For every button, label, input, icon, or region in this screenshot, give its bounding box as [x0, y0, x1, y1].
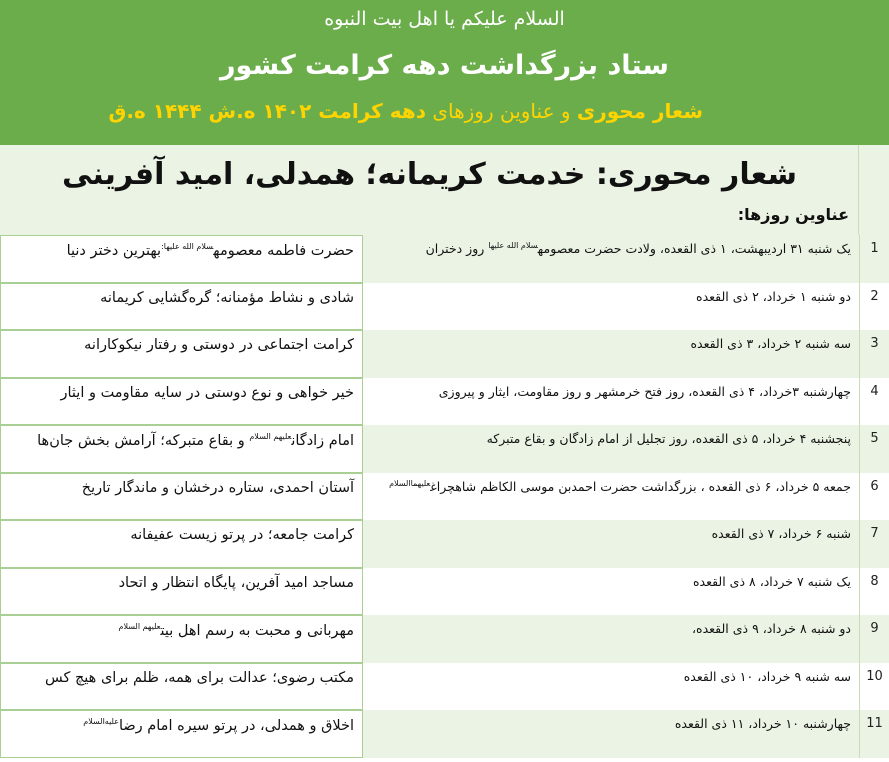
- date-sup: علیهماالسلام: [389, 478, 431, 488]
- date: چهارشنبه ۳خرداد، ۴ ذی القعده، روز فتح خرمشهر و روز مقاومت، ایثار و پیروزی: [438, 383, 851, 399]
- row-date: [363, 235, 859, 283]
- table-row: [0, 330, 889, 378]
- table-row: [0, 425, 889, 473]
- title: شادی و نشاط مؤمنانه؛ گره‌گشایی کریمانه: [100, 289, 354, 306]
- table-row: [0, 378, 889, 426]
- subtitle-part1: شعار محوری: [576, 99, 703, 123]
- row-date: [363, 283, 859, 331]
- row-title: [0, 520, 363, 568]
- table-row: [0, 520, 889, 568]
- subtitle-part2: و عناوین روزهای: [426, 99, 577, 123]
- days-table: [0, 235, 889, 758]
- date: یک شنبه ۷ خرداد، ۸ ذی القعده: [692, 573, 851, 589]
- row-date: [363, 568, 859, 616]
- title-tail: بهترین دختر دنیا: [66, 242, 162, 259]
- date: دو شنبه ۱ خرداد، ۲ ذی القعده: [696, 288, 851, 304]
- row-number: 10: [859, 663, 889, 711]
- date: سه شنبه ۲ خرداد، ۳ ذی القعده: [690, 336, 851, 351]
- date: دو شنبه ۸ خرداد، ۹ ذی القعده،: [691, 621, 851, 636]
- motto-text: شعار محوری: خدمت کریمانه؛ همدلی، امید آفرینی: [61, 157, 798, 192]
- row-number: 1: [859, 235, 889, 283]
- title: امام زادگان: [291, 432, 354, 449]
- date: جمعه ۵ خرداد، ۶ ذی القعده ، بزرگداشت حضرت احمدبن موسی الکاظم شاهچراغ: [430, 478, 851, 494]
- row-title: [0, 473, 363, 521]
- row-date: [363, 378, 859, 426]
- table-row: [0, 663, 889, 711]
- row-title: [0, 235, 363, 283]
- row-number: 9: [859, 615, 889, 663]
- title-sup: سلام الله علیها:: [161, 242, 214, 251]
- title: مهربانی و محبت به رسم اهل بیت: [160, 622, 354, 639]
- date: شنبه ۶ خرداد، ۷ ذی القعده: [711, 526, 851, 541]
- days-heading: عناوین روزها:: [737, 205, 849, 224]
- date: یک شنبه ۳۱ اردیبهشت، ۱ ذی القعده، ولادت حضرت معصومه: [537, 241, 851, 257]
- title: مساجد امید آفرین، پایگاه انتظار و اتحاد: [118, 574, 354, 591]
- row-number: 7: [859, 520, 889, 568]
- row-date: [363, 663, 859, 711]
- row-date: [363, 330, 859, 378]
- table-row: [0, 710, 889, 758]
- row-number: 3: [859, 330, 889, 378]
- table-row: [0, 473, 889, 521]
- title: کرامت اجتماعی در دوستی و رفتار نیکوکارانه: [84, 337, 354, 353]
- table-row: [0, 283, 889, 331]
- row-title: [0, 378, 363, 426]
- title-sup: علیهم السلام: [249, 432, 292, 441]
- row-title: [0, 568, 363, 616]
- row-title: [0, 330, 363, 378]
- row-date: [363, 520, 859, 568]
- date: پنجشنبه ۴ خرداد، ۵ ذی القعده، روز تجلیل از امام زادگان و بقاع متبرکه: [486, 431, 851, 446]
- row-title: [0, 425, 363, 473]
- date: سه شنبه ۹ خرداد، ۱۰ ذی القعده: [683, 668, 851, 684]
- row-title: [0, 283, 363, 331]
- date: چهارشنبه ۱۰ خرداد، ۱۱ ذی القعده: [674, 716, 851, 731]
- title: کرامت جامعه؛ در پرتو زیست عفیفانه: [130, 527, 354, 543]
- row-number: 5: [859, 425, 889, 473]
- subtitle-part3: دهه کرامت ۱۴۰۲ ه.ش ۱۴۴۴ ه.ق: [108, 99, 426, 123]
- table-row: [0, 615, 889, 663]
- date-sup: سلام الله علیها: [488, 241, 538, 250]
- row-date: [363, 473, 859, 521]
- title-tail: و بقاع متبرکه؛ آرامش بخش جان‌ها: [37, 432, 250, 449]
- row-number: 2: [859, 283, 889, 331]
- row-title: [0, 710, 363, 758]
- table-row: [0, 235, 889, 283]
- table-row: [0, 568, 889, 616]
- row-date: [363, 710, 859, 758]
- motto-number-cell: [858, 145, 889, 235]
- title: مکتب رضوی؛ عدالت برای همه، ظلم برای هیچ کس: [44, 669, 354, 686]
- title: اخلاق و همدلی، در پرتو سیره امام رضا: [118, 717, 354, 734]
- salutation-text: السلام علیکم یا اهل بیت النبوه: [324, 8, 565, 30]
- org-title: ستاد بزرگداشت دهه کرامت کشور: [220, 50, 669, 81]
- header-banner: [0, 0, 889, 145]
- row-number: 8: [859, 568, 889, 616]
- date-tail: روز دختران: [425, 241, 489, 257]
- title: آستان احمدی، ستاره درخشان و ماندگار تاریخ: [81, 479, 354, 496]
- motto-row: [0, 145, 889, 235]
- row-date: [363, 425, 859, 473]
- row-title: [0, 615, 363, 663]
- row-date: [363, 615, 859, 663]
- row-title: [0, 663, 363, 711]
- row-number: 4: [859, 378, 889, 426]
- title: خیر خواهی و نوع دوستی در سایه مقاومت و ایثار: [60, 384, 354, 401]
- title: حضرت فاطمه معصومه: [213, 242, 354, 259]
- title-sup: علیه‌السلام: [83, 717, 119, 726]
- subtitle: [108, 96, 703, 126]
- row-number: 6: [859, 473, 889, 521]
- row-number: 11: [859, 710, 889, 758]
- title-sup: علیهم السلام: [118, 622, 161, 631]
